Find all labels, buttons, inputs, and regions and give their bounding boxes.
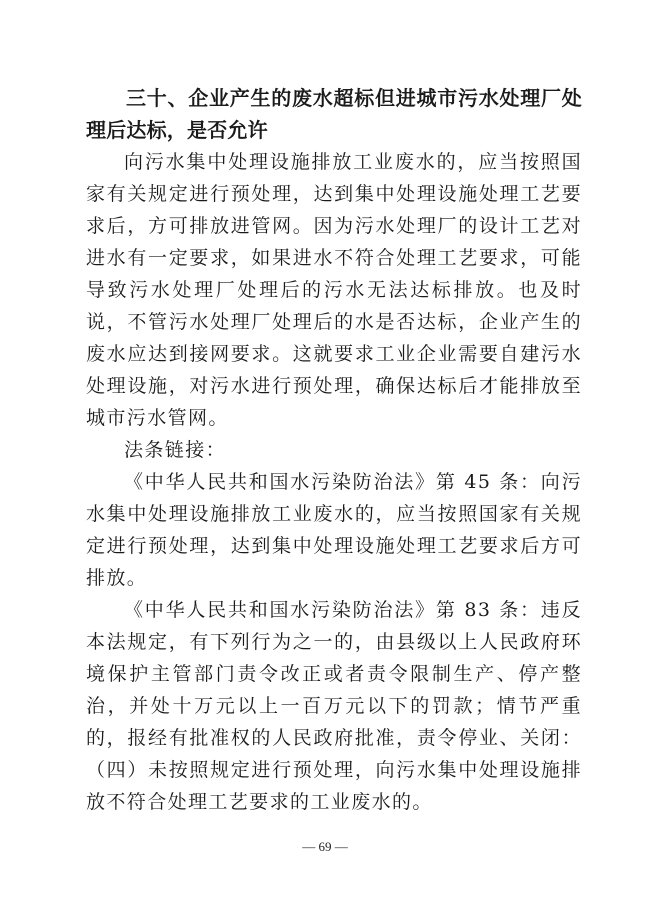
body-paragraph-explanation: 向污水集中处理设施排放工业废水的，应当按照国家有关规定进行预处理，达到集中处理设施处理工艺要求后，方可排放进管网。因为污水处理厂的设计工艺对进水有一定要求，如果进水不符合处理工艺要求，可能导致污水处理厂处理后的污水无法达标排放。也及时说，不管污水处理厂处理后的水是否达标，企业产生的废水应达到接网要求。这就要求工业企业需要自建污水处理设施，对污水进行预处理，确保达标后才能排放至城市污水管网。: [86, 151, 582, 429]
body-paragraph-law-links-label: 法条链接：: [124, 439, 227, 461]
body-paragraph-article-45: 《中华人民共和国水污染防治法》第 45 条：向污水集中处理设施排放工业废水的，应当按照国家有关规定进行预处理，达到集中处理设施处理工艺要求后方可排放。: [86, 471, 582, 589]
body-paragraph-article-83: 《中华人民共和国水污染防治法》第 83 条：违反本法规定，有下列行为之一的，由县级以上人民政府环境保护主管部门责令改正或者责令限制生产、停产整治，并处十万元以上一百万元以下的罚款；情节严重的，报经有批准权的人民政府批准，责令停业、关闭：（四）未按照规定进行预处理，向污水集中处理设施排放不符合处理工艺要求的工业废水的。: [86, 599, 582, 813]
page-content: [86, 82, 582, 818]
page-number: — 69 —: [302, 839, 348, 854]
section-heading: 三十、企业产生的废水超标但进城市污水处理厂处理后达标，是否允许: [86, 86, 582, 142]
